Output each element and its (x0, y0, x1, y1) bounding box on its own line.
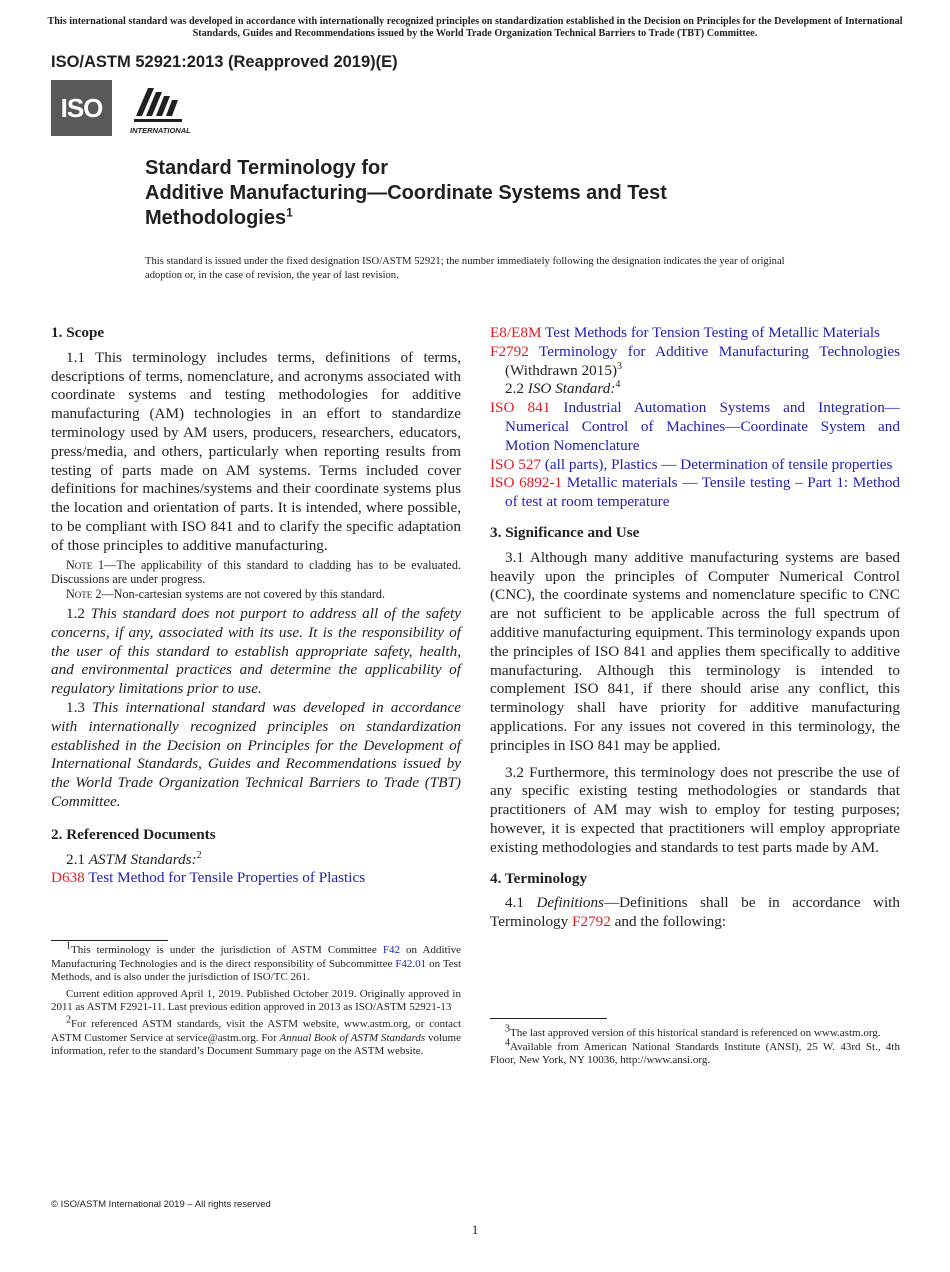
para-1-1: 1.1 This terminology includes terms, definitions of terms, descriptions of terms, nomenclature, and acronyms associated with coordinate systems and testing methodologies for additive manufacturing (AM) technologies in an effort to standardize terminology used by AM users, producers, researchers, educators, press/media, and others, particularly when reporting results from testing of parts made on AM systems. Terms included cover definitions for machines/systems and their coordinate systems plus the location and orientation of parts. It is intended, where possible, to be compliant with ISO 841 and to clarify the specific adaptation of those principles to additive manufacturing. (51, 348, 461, 554)
footnote-1-number: 1 (66, 940, 71, 952)
para-3-2: 3.2 Furthermore, this terminology does not prescribe the use of any specific existing testing methodologies or standards that practitioners of AM may wish to employ for testing purposes; however, it is expected that practitioners will employ appropriate existing methodologies and standards to test parts made by AM. (490, 763, 900, 856)
para-2-2 (490, 380, 900, 399)
footnote-2-text-a: For referenced ASTM standards, visit the ASTM website, www.astm.org, or contact ASTM Customer Service at service@astm.org. For (51, 1017, 461, 1044)
left-footnotes (51, 940, 461, 1059)
astm-logo (126, 82, 190, 138)
page-number: 1 (471, 1222, 479, 1237)
footnote-ref-2[interactable]: 2 (196, 849, 202, 861)
section-2-heading: 2. Referenced Documents (51, 825, 216, 843)
footnote-divider (490, 1018, 607, 1019)
ref-title[interactable]: Terminology for Additive Manufacturing Technologies (539, 342, 900, 360)
ref-code[interactable]: E8/E8M (490, 324, 542, 341)
astm-logo-subtitle: INTERNATIONAL (130, 126, 191, 135)
footnote-2 (51, 1014, 461, 1059)
note-1-label: Note 1 (66, 557, 105, 572)
title-line-1: Standard Terminology for (145, 157, 388, 179)
para-4-1-term: Definitions (536, 894, 604, 912)
footnote-1-text-b: on Additive Manufacturing Technologies and is the direct responsibility of Subcommittee (51, 944, 462, 970)
footnote-4-text: Available from American National Standards Institute (ANSI), 25 W. 43rd St., 4th Floor, New York, NY 10036, http://www.ansi.org. (490, 1040, 900, 1067)
footnote-4 (490, 1036, 900, 1068)
ref-code[interactable]: D638 (51, 869, 85, 887)
ref-code[interactable]: F2792 (490, 342, 529, 360)
ref-iso-527[interactable] (490, 456, 900, 475)
title-footnote-ref[interactable]: 1 (286, 205, 293, 220)
ref-code[interactable]: ISO 527 (490, 455, 542, 473)
ref-code[interactable]: ISO 841 (490, 399, 551, 417)
para-1-2-text: This standard does not purport to address all of the safety concerns, if any, associated with its use. It is the responsibility of the user of this standard to establish appropriate safety, health, and environmental practices and determine the applicability of regulatory limitations prior to use. (51, 605, 462, 698)
para-1-3 (51, 699, 461, 812)
standard-designation: ISO/ASTM 52921:2013 (Reapproved 2019)(E) (51, 53, 398, 71)
section-4-heading: 4. Terminology (490, 869, 588, 887)
ref-iso-6892-1[interactable] (490, 474, 900, 512)
para-2-1-label: ASTM Standards: (88, 850, 197, 868)
para-1-3-text: This international standard was developed in accordance with internationally recognized principles on standardization established in the Decision on Principles for the Development of International Standards, Guides and Recommendations issued by the World Trade Organization Technical Barriers to Trade (TBT) Committee. (51, 699, 462, 811)
para-1-3-number: 1.3 (66, 699, 85, 717)
ref-e8[interactable] (490, 324, 900, 343)
ref-title[interactable]: Metallic materials — Tensile testing – Part 1: Method of test at room temperature (505, 474, 901, 511)
link-f2792[interactable]: F2792 (572, 913, 611, 931)
wto-notice: This international standard was developed in accordance with internationally recognized principles on standardization established in the Decision on Principles for the Development of International Standards, Guides and Recommendations issued by the World Trade Organization Technical Barriers to Trade (TBT) Committee. (47, 16, 903, 39)
link-f42-01[interactable]: F42.01 (395, 957, 427, 970)
note-2 (51, 587, 461, 602)
section-1-heading: 1. Scope (51, 324, 105, 341)
para-2-2-label: ISO Standard: (527, 380, 616, 398)
footnote-2-italic: Annual Book of ASTM Standards (279, 1031, 426, 1044)
title-line-3: Methodologies (145, 207, 287, 229)
ref-title[interactable]: Industrial Automation Systems and Integration—Numerical Control of Machines—Coordinate System and Motion Nomenclature (505, 399, 900, 454)
footnote-3-text: The last approved version of this historical standard is referenced on www.astm.org. (510, 1027, 881, 1039)
ref-d638[interactable] (51, 869, 461, 888)
para-2-2-number: 2.2 (505, 380, 524, 398)
para-2-1-number: 2.1 (66, 850, 85, 868)
para-1-2-number: 1.2 (66, 605, 85, 623)
document-title (145, 156, 865, 231)
note-1-text: —The applicability of this standard to cladding has to be evaluated. Discussions are under progress. (51, 557, 461, 587)
note-2-text: —Non-cartesian systems are not covered by this standard. (101, 586, 386, 601)
footnote-2-text-b: volume information, refer to the standard’s Document Summary page on the ASTM website. (51, 1031, 461, 1058)
footnote-2-number: 2 (66, 1014, 71, 1026)
ref-title[interactable]: Test Method for Tensile Properties of Plastics (88, 869, 366, 887)
footnote-3-number: 3 (505, 1023, 510, 1035)
ref-f2792[interactable] (490, 343, 900, 381)
ref-title[interactable]: (all parts), Plastics — Determination of tensile properties (544, 455, 893, 473)
footnote-ref-4[interactable]: 4 (615, 379, 621, 391)
copyright: © ISO/ASTM International 2019 – All rights reserved (51, 1199, 271, 1210)
para-4-1 (490, 894, 900, 932)
ref-title[interactable]: Test Methods for Tension Testing of Metallic Materials (545, 324, 880, 341)
para-4-1-number: 4.1 (505, 894, 524, 912)
iso-logo (51, 80, 112, 136)
ref-code[interactable]: ISO 6892-1 (490, 474, 563, 492)
footnote-1-edition: Current edition approved April 1, 2019. Published October 2019. Originally approved in 2011 as ASTM F2921-11. Last previous edition approved in 2013 as ISO/ASTM 52921-13 (51, 987, 461, 1014)
section-3-heading: 3. Significance and Use (490, 523, 640, 541)
note-2-label: Note 2 (66, 586, 102, 601)
para-3-1: 3.1 Although many additive manufacturing systems are based heavily upon the principles of Computer Numerical Control (CNC), the coordinate systems and nomenclature specific to CNC are not sufficient to be applicable across the full spectrum of additive manufacturing equipment. This terminology expands upon the principles of ISO 841 and applies them specifically to additive manufacturing. Although this terminology is intended to complement ISO 841, if there should arise any conflict, this terminology shall have priority for additive manufacturing applications. For any issues not covered in this terminology, the principles in ISO 841 may be applied. (490, 548, 900, 754)
left-column (51, 324, 461, 888)
footnote-4-number: 4 (505, 1036, 510, 1048)
iso-logo-text: ISO (60, 92, 103, 123)
para-2-1 (51, 851, 461, 870)
right-footnotes (490, 1018, 900, 1068)
footnote-1-text-a: This terminology is under the jurisdiction of ASTM Committee (71, 944, 377, 956)
ref-iso-841[interactable] (490, 399, 900, 455)
link-f42[interactable]: F42 (382, 944, 400, 956)
para-4-1-end: and the following: (610, 913, 727, 931)
para-1-2 (51, 605, 461, 699)
footnote-1 (51, 940, 462, 985)
footnote-1-text-c: on Test Methods, and is also under the jurisdiction of ISO/TC 261. (51, 957, 462, 984)
para-4-1-text: —Definitions shall be in accordance with Terminology (490, 894, 900, 931)
footnote-3 (490, 1023, 900, 1041)
preamble: This standard is issued under the fixed designation ISO/ASTM 52921; the number immediately following the designation indicates the year of original adoption or, in the case of revision, the year of last revision. (145, 256, 785, 282)
right-column (490, 324, 900, 932)
footnote-ref-3[interactable]: 3 (617, 360, 622, 372)
ref-extra: (Withdrawn 2015) (505, 361, 617, 379)
title-line-2: Additive Manufacturing—Coordinate Systems and Test (145, 182, 667, 204)
note-1 (51, 558, 461, 587)
